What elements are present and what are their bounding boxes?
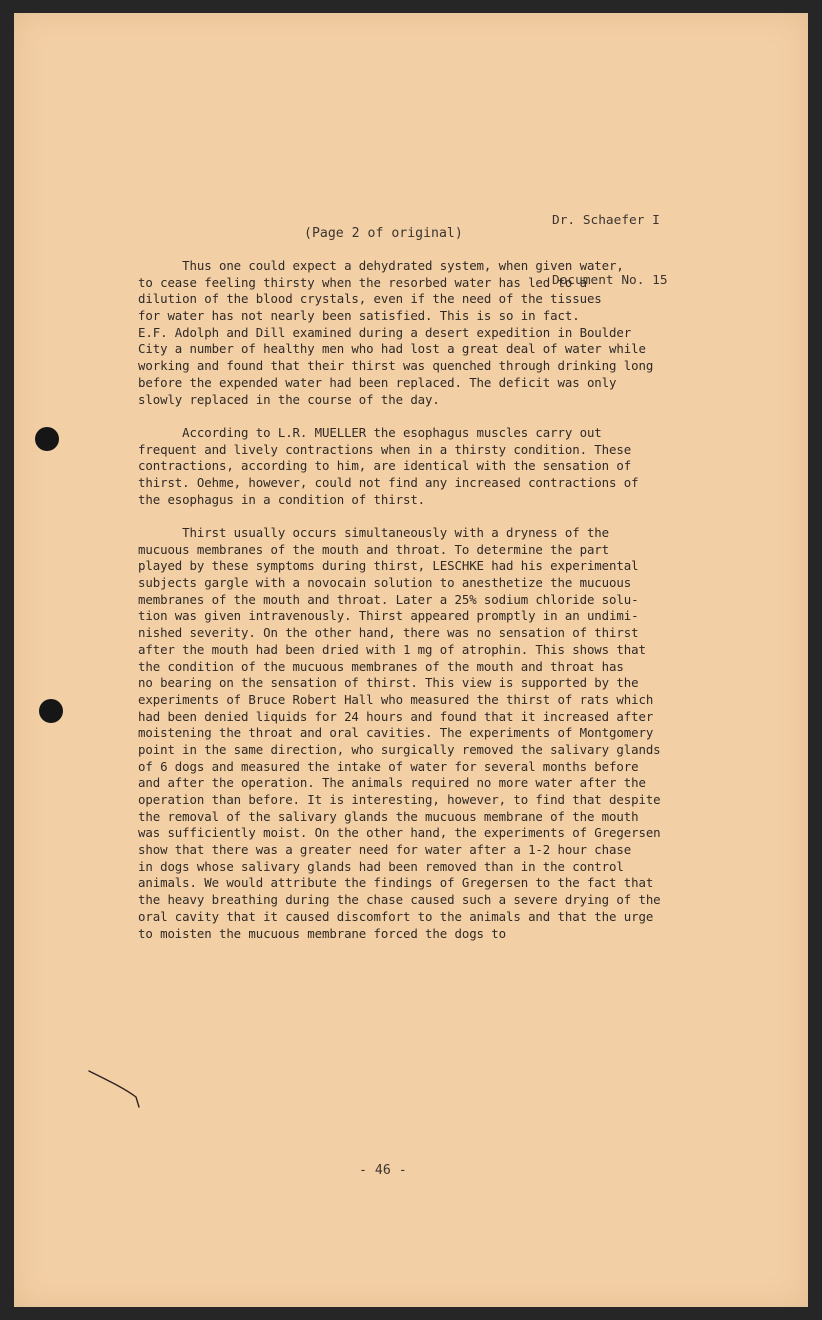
text-line: slowly replaced in the course of the day. — [138, 391, 440, 407]
text-line: thirst. Oehme, however, could not find any increased contractions of — [138, 474, 639, 490]
text-line: of 6 dogs and measured the intake of water for several months before — [138, 758, 639, 774]
text-line: show that there was a greater need for water after a 1-2 hour chase — [138, 842, 632, 858]
document-page — [14, 13, 808, 1307]
text-line: contractions, according to him, are identical with the sensation of — [138, 458, 632, 474]
text-line: in dogs whose salivary glands had been removed than in the control — [138, 858, 624, 874]
text-line: Thus one could expect a dehydrated system, when given water, — [138, 258, 624, 273]
text-line: oral cavity that it caused discomfort to the animals and that the urge — [138, 908, 654, 924]
text-line: membranes of the mouth and throat. Later a 25% sodium chloride solu- — [138, 591, 639, 607]
text-line: no bearing on the sensation of thirst. This view is supported by the — [138, 675, 639, 691]
punch-hole-bottom — [39, 699, 63, 723]
paragraph-gap — [138, 408, 738, 425]
text-line: before the expended water had been replaced. The deficit was only — [138, 374, 617, 390]
text-line: frequent and lively contractions when in a thirsty condition. These — [138, 441, 632, 457]
text-line: experiments of Bruce Robert Hall who measured the thirst of rats which — [138, 691, 654, 707]
paragraph-3 — [138, 525, 738, 942]
text-line: the heavy breathing during the chase caused such a severe drying of the — [138, 892, 661, 908]
text-line: had been denied liquids for 24 hours and found that it increased after — [138, 708, 654, 724]
text-line: nished severity. On the other hand, there was no sensation of thirst — [138, 625, 639, 641]
punch-hole-top — [35, 427, 59, 451]
text-line: According to L.R. MUELLER the esophagus muscles carry out — [138, 424, 602, 440]
paragraph-gap — [138, 508, 738, 525]
body-text — [138, 258, 738, 942]
paragraph-2 — [138, 425, 738, 508]
text-line: the condition of the mucuous membranes of the mouth and throat has — [138, 658, 624, 674]
text-line: mucuous membranes of the mouth and throat. To determine the part — [138, 541, 610, 557]
text-line: dilution of the blood crystals, even if the need of the tissues — [138, 291, 602, 307]
text-line: subjects gargle with a novocain solution to anesthetize the mucuous — [138, 575, 632, 591]
text-line: point in the same direction, who surgically removed the salivary glands — [138, 741, 661, 757]
text-line: E.F. Adolph and Dill examined during a desert expedition in Boulder — [138, 324, 632, 340]
text-line: after the mouth had been dried with 1 mg of atrophin. This shows that — [138, 641, 646, 657]
page-number: - 46 - — [359, 1163, 407, 1178]
header-author: Dr. Schaefer I — [552, 213, 660, 228]
text-line: the removal of the salivary glands the mucuous membrane of the mouth — [138, 808, 639, 824]
paragraph-1 — [138, 258, 738, 408]
text-line: for water has not nearly been satisfied. This is so in fact. — [138, 308, 580, 324]
text-line: played by these symptoms during thirst, LESCHKE had his experimental — [138, 558, 639, 574]
page-subtitle: (Page 2 of original) — [304, 226, 463, 241]
text-line: was sufficiently moist. On the other hand, the experiments of Gregersen — [138, 825, 661, 841]
text-line: animals. We would attribute the findings of Gregersen to the fact that — [138, 875, 654, 891]
text-line: to cease feeling thirsty when the resorbed water has led to a — [138, 274, 587, 290]
text-line: moistening the throat and oral cavities. The experiments of Montgomery — [138, 725, 654, 741]
text-line: working and found that their thirst was quenched through drinking long — [138, 358, 654, 374]
text-line: and after the operation. The animals required no more water after the — [138, 775, 646, 791]
text-line: to moisten the mucuous membrane forced the dogs to — [138, 925, 506, 941]
text-line: operation than before. It is interesting, however, to find that despite — [138, 792, 661, 807]
header-document-number: Document No. 15 — [552, 273, 668, 288]
text-line: City a number of healthy men who had lost a great deal of water while — [138, 341, 646, 357]
text-line: the esophagus in a condition of thirst. — [138, 491, 426, 507]
text-line: tion was given intravenously. Thirst appeared promptly in an undimi- — [138, 608, 639, 624]
text-line: Thirst usually occurs simultaneously with a dryness of the — [138, 525, 610, 540]
pen-stroke-mark — [84, 1063, 164, 1123]
